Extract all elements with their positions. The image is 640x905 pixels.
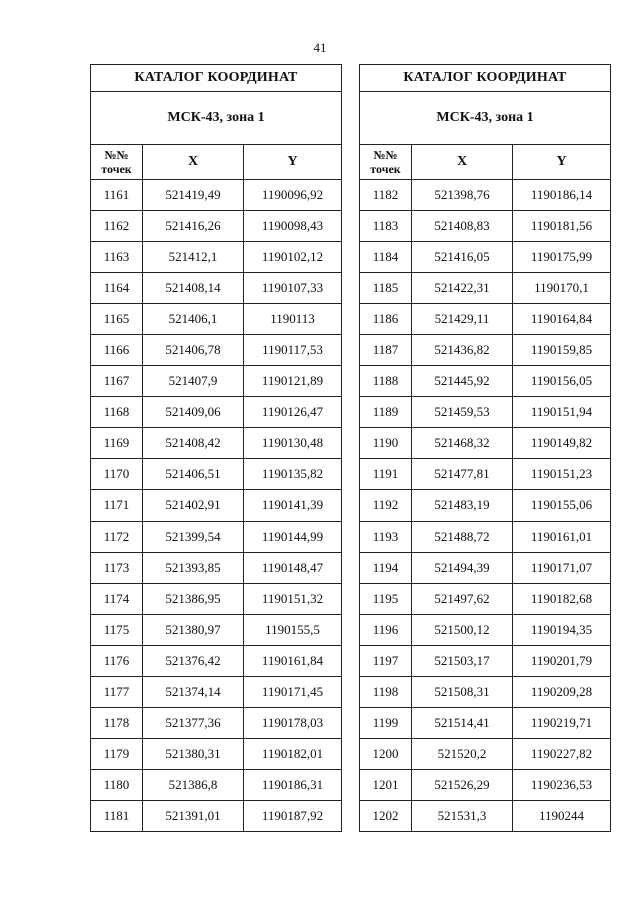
- table-row: [91, 490, 342, 521]
- y-coordinate-cell: 1190171,45: [244, 676, 342, 707]
- table-row: [91, 459, 342, 490]
- y-coordinate-cell: 1190148,47: [244, 552, 342, 583]
- y-coordinate-cell: 1190171,07: [513, 552, 611, 583]
- table-row: [91, 428, 342, 459]
- y-coordinate-cell: 1190141,39: [244, 490, 342, 521]
- table-row: [360, 397, 611, 428]
- x-coordinate-cell: 521376,42: [143, 645, 244, 676]
- point-number-cell: 1176: [91, 645, 143, 676]
- table-row: [91, 707, 342, 738]
- y-coordinate-cell: 1190181,56: [513, 211, 611, 242]
- point-number-cell: 1187: [360, 335, 412, 366]
- y-coordinate-cell: 1190244: [513, 800, 611, 831]
- point-number-cell: 1198: [360, 676, 412, 707]
- x-coordinate-cell: 521526,29: [412, 769, 513, 800]
- x-coordinate-cell: 521406,51: [143, 459, 244, 490]
- point-number-cell: 1189: [360, 397, 412, 428]
- x-coordinate-cell: 521468,32: [412, 428, 513, 459]
- y-coordinate-cell: 1190155,06: [513, 490, 611, 521]
- table-row: [91, 614, 342, 645]
- y-coordinate-cell: 1190102,12: [244, 242, 342, 273]
- catalog-title: КАТАЛОГ КООРДИНАТ: [360, 65, 611, 92]
- x-coordinate-cell: 521407,9: [143, 366, 244, 397]
- point-number-cell: 1178: [91, 707, 143, 738]
- table-row: [91, 366, 342, 397]
- x-coordinate-cell: 521508,31: [412, 676, 513, 707]
- column-header-x: X: [412, 145, 513, 180]
- table-row: [91, 676, 342, 707]
- x-coordinate-cell: 521409,06: [143, 397, 244, 428]
- y-coordinate-cell: 1190227,82: [513, 738, 611, 769]
- column-header-x: X: [143, 145, 244, 180]
- y-coordinate-cell: 1190126,47: [244, 397, 342, 428]
- point-number-cell: 1188: [360, 366, 412, 397]
- table-row: [360, 738, 611, 769]
- y-coordinate-cell: 1190151,32: [244, 583, 342, 614]
- x-coordinate-cell: 521377,36: [143, 707, 244, 738]
- table-row: [91, 645, 342, 676]
- table-row: [91, 552, 342, 583]
- x-coordinate-cell: 521416,26: [143, 211, 244, 242]
- x-coordinate-cell: 521419,49: [143, 180, 244, 211]
- point-number-cell: 1174: [91, 583, 143, 614]
- y-coordinate-cell: 1190170,1: [513, 273, 611, 304]
- x-coordinate-cell: 521386,95: [143, 583, 244, 614]
- x-coordinate-cell: 521380,97: [143, 614, 244, 645]
- x-coordinate-cell: 521391,01: [143, 800, 244, 831]
- x-coordinate-cell: 521386,8: [143, 769, 244, 800]
- y-coordinate-cell: 1190144,99: [244, 521, 342, 552]
- point-number-cell: 1167: [91, 366, 143, 397]
- table-row: [360, 676, 611, 707]
- y-coordinate-cell: 1190182,68: [513, 583, 611, 614]
- table-row: [360, 459, 611, 490]
- table-row: [360, 335, 611, 366]
- y-coordinate-cell: 1190161,01: [513, 521, 611, 552]
- point-number-cell: 1183: [360, 211, 412, 242]
- x-coordinate-cell: 521402,91: [143, 490, 244, 521]
- coordinate-catalog-left: [90, 64, 342, 832]
- point-number-cell: 1175: [91, 614, 143, 645]
- y-coordinate-cell: 1190201,79: [513, 645, 611, 676]
- column-header-y: Y: [513, 145, 611, 180]
- x-coordinate-cell: 521497,62: [412, 583, 513, 614]
- y-coordinate-cell: 1190186,14: [513, 180, 611, 211]
- point-number-cell: 1168: [91, 397, 143, 428]
- catalog-subtitle: МСК-43, зона 1: [360, 92, 611, 145]
- y-coordinate-cell: 1190135,82: [244, 459, 342, 490]
- point-number-cell: 1184: [360, 242, 412, 273]
- point-number-cell: 1202: [360, 800, 412, 831]
- table-row: [360, 707, 611, 738]
- table-row: [360, 211, 611, 242]
- catalog-body: [91, 180, 342, 832]
- y-coordinate-cell: 1190182,01: [244, 738, 342, 769]
- y-coordinate-cell: 1190121,89: [244, 366, 342, 397]
- point-number-cell: 1192: [360, 490, 412, 521]
- y-coordinate-cell: 1190178,03: [244, 707, 342, 738]
- point-number-cell: 1170: [91, 459, 143, 490]
- x-coordinate-cell: 521408,83: [412, 211, 513, 242]
- x-coordinate-cell: 521422,31: [412, 273, 513, 304]
- point-number-cell: 1195: [360, 583, 412, 614]
- table-row: [360, 304, 611, 335]
- y-coordinate-cell: 1190149,82: [513, 428, 611, 459]
- table-row: [360, 552, 611, 583]
- point-number-cell: 1166: [91, 335, 143, 366]
- x-coordinate-cell: 521393,85: [143, 552, 244, 583]
- y-coordinate-cell: 1190096,92: [244, 180, 342, 211]
- point-number-cell: 1199: [360, 707, 412, 738]
- table-row: [360, 490, 611, 521]
- table-row: [360, 583, 611, 614]
- table-row: [360, 180, 611, 211]
- table-row: [91, 397, 342, 428]
- point-number-cell: 1186: [360, 304, 412, 335]
- x-coordinate-cell: 521408,42: [143, 428, 244, 459]
- point-number-cell: 1165: [91, 304, 143, 335]
- y-coordinate-cell: 1190151,23: [513, 459, 611, 490]
- table-row: [360, 428, 611, 459]
- x-coordinate-cell: 521459,53: [412, 397, 513, 428]
- point-number-cell: 1162: [91, 211, 143, 242]
- table-row: [91, 583, 342, 614]
- x-coordinate-cell: 521483,19: [412, 490, 513, 521]
- x-coordinate-cell: 521416,05: [412, 242, 513, 273]
- x-coordinate-cell: 521477,81: [412, 459, 513, 490]
- table-row: [360, 614, 611, 645]
- point-number-cell: 1197: [360, 645, 412, 676]
- y-coordinate-cell: 1190175,99: [513, 242, 611, 273]
- y-coordinate-cell: 1190164,84: [513, 304, 611, 335]
- point-number-cell: 1181: [91, 800, 143, 831]
- x-coordinate-cell: 521531,3: [412, 800, 513, 831]
- y-coordinate-cell: 1190156,05: [513, 366, 611, 397]
- table-row: [360, 273, 611, 304]
- table-row: [91, 335, 342, 366]
- point-number-cell: 1180: [91, 769, 143, 800]
- y-coordinate-cell: 1190219,71: [513, 707, 611, 738]
- y-coordinate-cell: 1190194,35: [513, 614, 611, 645]
- table-row: [91, 521, 342, 552]
- catalog-body: [360, 180, 611, 832]
- x-coordinate-cell: 521436,82: [412, 335, 513, 366]
- x-coordinate-cell: 521500,12: [412, 614, 513, 645]
- table-row: [91, 800, 342, 831]
- catalog-title: КАТАЛОГ КООРДИНАТ: [91, 65, 342, 92]
- point-number-cell: 1191: [360, 459, 412, 490]
- x-coordinate-cell: 521380,31: [143, 738, 244, 769]
- point-number-cell: 1164: [91, 273, 143, 304]
- x-coordinate-cell: 521494,39: [412, 552, 513, 583]
- table-row: [91, 242, 342, 273]
- table-row: [360, 242, 611, 273]
- x-coordinate-cell: 521406,78: [143, 335, 244, 366]
- point-number-cell: 1169: [91, 428, 143, 459]
- point-number-cell: 1200: [360, 738, 412, 769]
- point-number-cell: 1172: [91, 521, 143, 552]
- table-row: [360, 366, 611, 397]
- y-coordinate-cell: 1190186,31: [244, 769, 342, 800]
- table-row: [91, 211, 342, 242]
- x-coordinate-cell: 521503,17: [412, 645, 513, 676]
- y-coordinate-cell: 1190151,94: [513, 397, 611, 428]
- point-number-cell: 1173: [91, 552, 143, 583]
- x-coordinate-cell: 521398,76: [412, 180, 513, 211]
- point-number-cell: 1193: [360, 521, 412, 552]
- table-row: [91, 273, 342, 304]
- point-number-cell: 1177: [91, 676, 143, 707]
- table-row: [91, 304, 342, 335]
- y-coordinate-cell: 1190209,28: [513, 676, 611, 707]
- y-coordinate-cell: 1190159,85: [513, 335, 611, 366]
- column-header-point-number: №№ точек: [360, 145, 412, 180]
- page-number: 41: [313, 40, 327, 55]
- table-row: [91, 180, 342, 211]
- x-coordinate-cell: 521445,92: [412, 366, 513, 397]
- point-number-cell: 1171: [91, 490, 143, 521]
- y-coordinate-cell: 1190161,84: [244, 645, 342, 676]
- point-number-cell: 1196: [360, 614, 412, 645]
- table-row: [91, 769, 342, 800]
- point-number-cell: 1163: [91, 242, 143, 273]
- x-coordinate-cell: 521406,1: [143, 304, 244, 335]
- point-number-cell: 1161: [91, 180, 143, 211]
- x-coordinate-cell: 521374,14: [143, 676, 244, 707]
- x-coordinate-cell: 521412,1: [143, 242, 244, 273]
- x-coordinate-cell: 521514,41: [412, 707, 513, 738]
- x-coordinate-cell: 521429,11: [412, 304, 513, 335]
- table-row: [91, 738, 342, 769]
- table-row: [360, 800, 611, 831]
- y-coordinate-cell: 1190107,33: [244, 273, 342, 304]
- y-coordinate-cell: 1190130,48: [244, 428, 342, 459]
- y-coordinate-cell: 1190187,92: [244, 800, 342, 831]
- column-header-y: Y: [244, 145, 342, 180]
- column-header-point-number: №№ точек: [91, 145, 143, 180]
- x-coordinate-cell: 521488,72: [412, 521, 513, 552]
- y-coordinate-cell: 1190155,5: [244, 614, 342, 645]
- x-coordinate-cell: 521408,14: [143, 273, 244, 304]
- x-coordinate-cell: 521520,2: [412, 738, 513, 769]
- table-row: [360, 521, 611, 552]
- y-coordinate-cell: 1190117,53: [244, 335, 342, 366]
- point-number-cell: 1201: [360, 769, 412, 800]
- point-number-cell: 1182: [360, 180, 412, 211]
- catalog-subtitle: МСК-43, зона 1: [91, 92, 342, 145]
- point-number-cell: 1194: [360, 552, 412, 583]
- point-number-cell: 1179: [91, 738, 143, 769]
- table-row: [360, 645, 611, 676]
- point-number-cell: 1185: [360, 273, 412, 304]
- x-coordinate-cell: 521399,54: [143, 521, 244, 552]
- point-number-cell: 1190: [360, 428, 412, 459]
- y-coordinate-cell: 1190113: [244, 304, 342, 335]
- coordinate-catalog-right: [359, 64, 611, 832]
- table-row: [360, 769, 611, 800]
- y-coordinate-cell: 1190098,43: [244, 211, 342, 242]
- y-coordinate-cell: 1190236,53: [513, 769, 611, 800]
